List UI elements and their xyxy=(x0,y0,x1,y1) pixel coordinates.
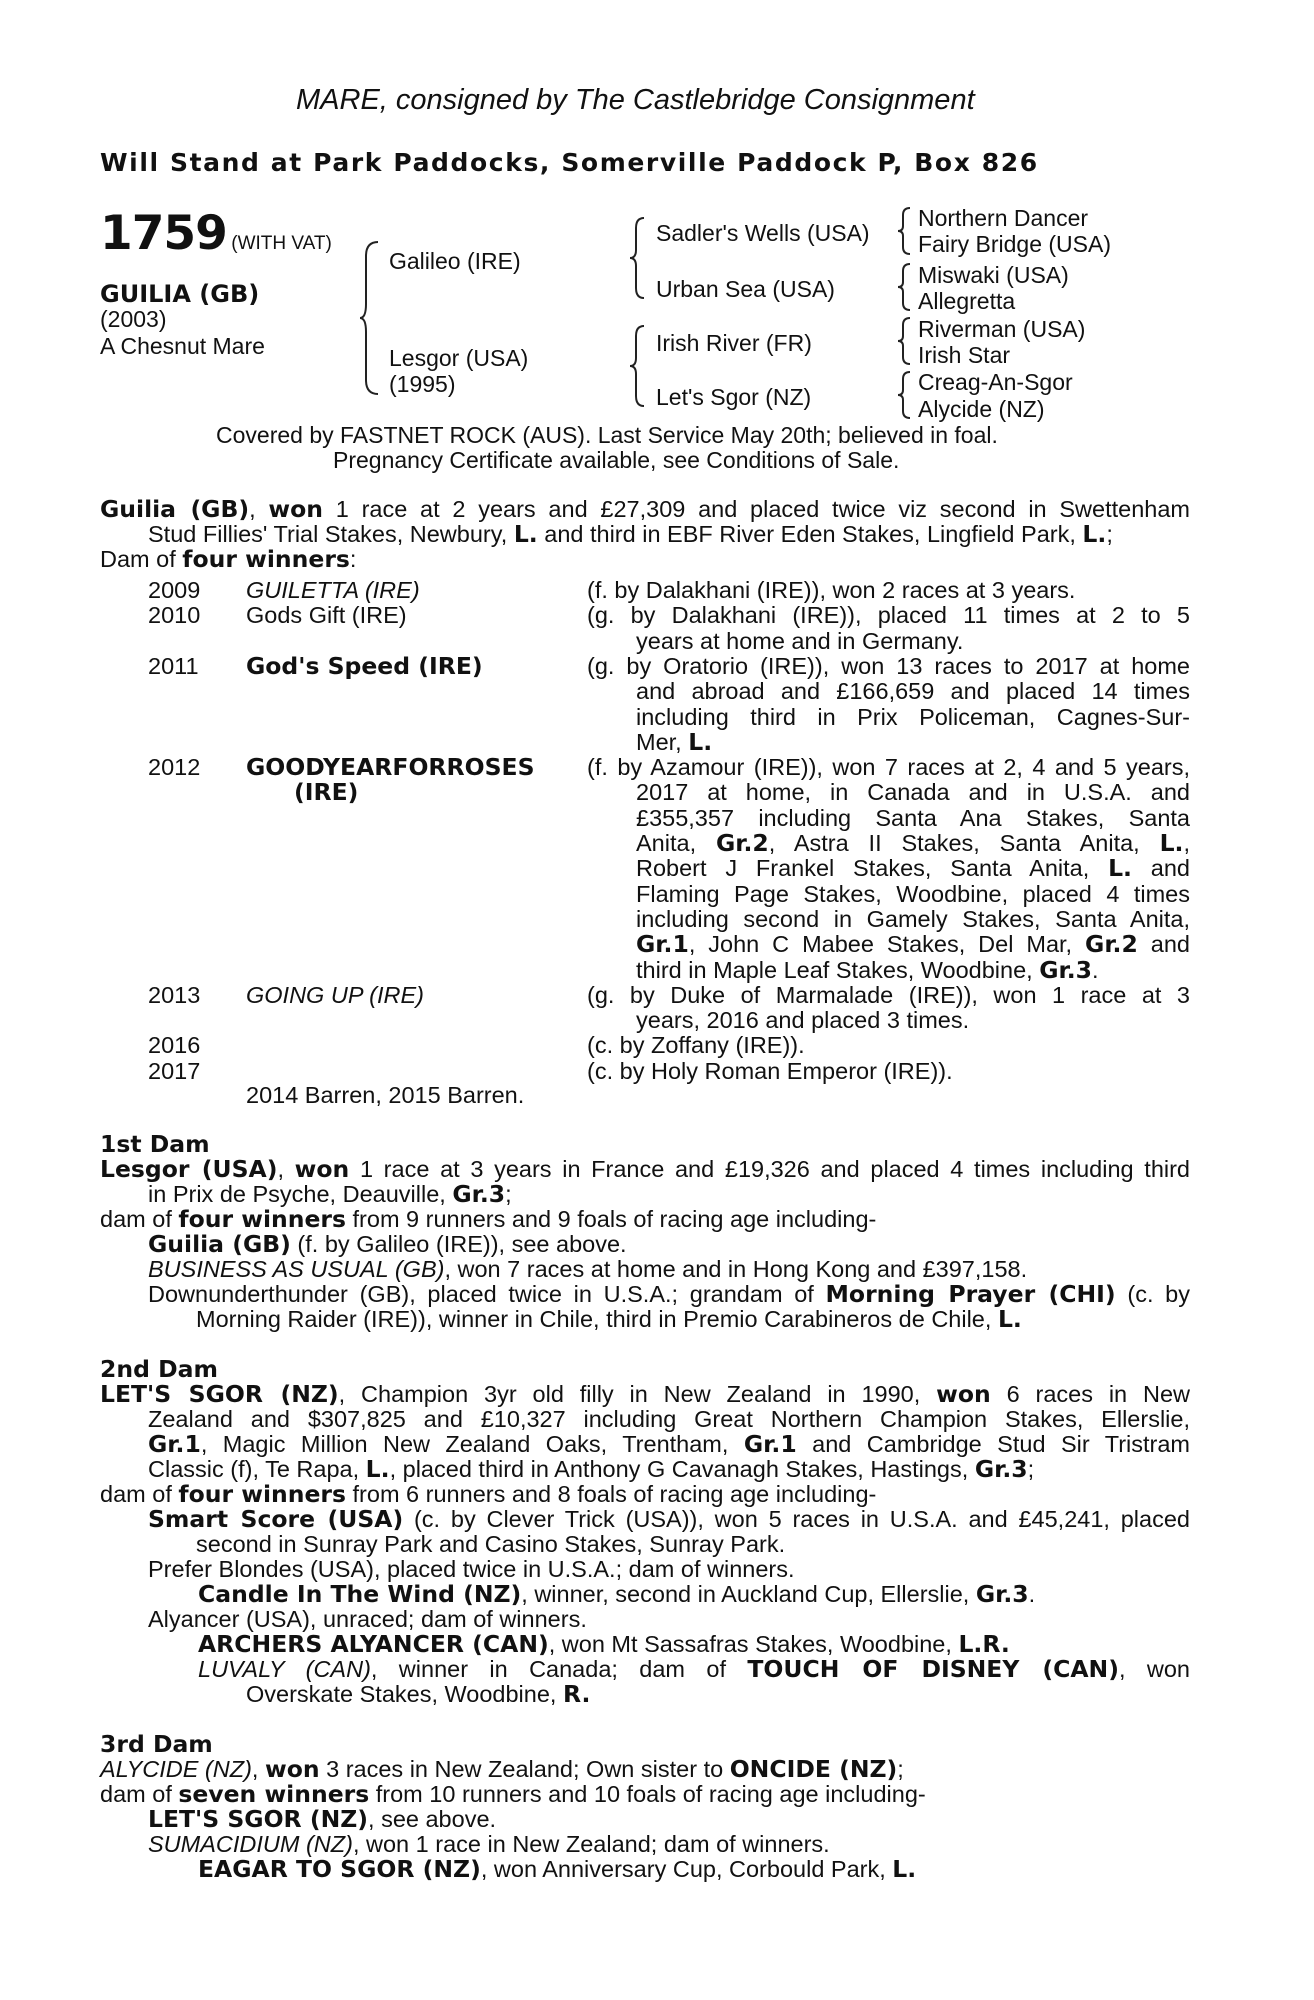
first-dam-line-3: dam of four winners from 9 runners and 9 foals of racing age including- xyxy=(100,1205,877,1233)
pedigree-dam: Lesgor (USA) xyxy=(389,345,529,371)
produce-detail-line: (f. by Azamour (IRE)), won 7 races at 2, 4 and 5 years, xyxy=(587,754,1190,781)
third-dam-produce-2: SUMACIDIUM (NZ), won 1 race in New Zealand; dam of winners. xyxy=(148,1831,830,1857)
produce-detail-line: including third in Prix Policeman, Cagnes-Sur- xyxy=(636,703,1190,730)
intro-line-3: Dam of four winners: xyxy=(100,545,357,573)
pedigree-dam-year: (1995) xyxy=(389,371,456,397)
first-dam-produce-2: BUSINESS AS USUAL (GB), won 7 races at home and in Hong Kong and £397,158. xyxy=(148,1256,1028,1282)
third-dam-line-2: dam of seven winners from 10 runners and 10 foals of racing age including- xyxy=(100,1780,926,1808)
intro-horse-name: Guilia (GB) xyxy=(100,495,250,523)
first-dam-heading: 1st Dam xyxy=(100,1130,210,1158)
produce-detail-line: including second in Gamely Stakes, Santa Anita, xyxy=(636,905,1190,932)
third-dam-line-1: ALYCIDE (NZ), won 3 races in New Zealand; Own sister to ONCIDE (NZ); xyxy=(100,1755,904,1783)
pedigree-ddd: Alycide (NZ) xyxy=(918,396,1045,422)
produce-detail-line: (c. by Zoffany (IRE)). xyxy=(587,1032,805,1059)
second-dam-produce-3c: Overskate Stakes, Woodbine, R. xyxy=(246,1680,591,1708)
pedigree-dds: Creag-An-Sgor xyxy=(918,369,1073,395)
consignor-title: MARE, consigned by The Castlebridge Consignment xyxy=(296,84,975,116)
intro-text-1: 1 race at 2 years and £27,309 and placed twice viz second in Swettenham xyxy=(323,496,1191,522)
produce-detail-line: Gr.1, John C Mabee Stakes, Del Mar, Gr.2 and xyxy=(636,930,1190,959)
produce-name: GUILETTA (IRE) xyxy=(246,577,420,603)
first-dam-line-2: in Prix de Psyche, Deauville, Gr.3; xyxy=(148,1180,512,1208)
intro-won: won xyxy=(268,495,324,523)
first-dam-produce-3b: Morning Raider (IRE)), winner in Chile, third in Premio Carabineros de Chile, L. xyxy=(196,1305,1022,1333)
pedigree-dsd: Irish Star xyxy=(918,342,1011,368)
first-dam-produce-3: Downunderthunder (GB), placed twice in U.S.A.; grandam of Morning Prayer (CHI) (c. by xyxy=(148,1280,1190,1308)
produce-name-cont: (IRE) xyxy=(294,778,359,807)
produce-name: Gods Gift (IRE) xyxy=(246,602,407,629)
lot-header xyxy=(100,206,332,261)
produce-year: 2013 xyxy=(148,981,201,1008)
produce-name: GOING UP (IRE) xyxy=(246,981,424,1008)
pedigree-sss: Northern Dancer xyxy=(918,205,1089,231)
pedigree-brace-3c xyxy=(896,316,914,366)
lot-number: 1759 xyxy=(100,206,227,261)
produce-detail-line: third in Maple Leaf Stakes, Woodbine, Gr.3. xyxy=(636,955,1099,984)
second-dam-line-1: LET'S SGOR (NZ), Champion 3yr old filly in New Zealand in 1990, won 6 races in New xyxy=(100,1380,1190,1408)
intro-line-2: Stud Fillies' Trial Stakes, Newbury, L. and third in EBF River Eden Stakes, Lingfield Park, L.; xyxy=(148,520,1113,548)
stand-location: Will Stand at Park Paddocks, Somerville Paddock P, Box 826 xyxy=(100,148,1039,177)
foaling-year: (2003) xyxy=(100,306,167,332)
produce-detail-line: (g. by Dalakhani (IRE)), placed 11 times at 2 to 5 xyxy=(587,602,1190,629)
pedigree-brace-3b xyxy=(896,262,914,312)
second-dam-produce-1: Smart Score (USA) (c. by Clever Trick (USA)), won 5 races in U.S.A. and £45,241, placed xyxy=(148,1505,1190,1533)
pedigree-dam-dam: Let's Sgor (NZ) xyxy=(656,384,812,410)
barren-years: 2014 Barren, 2015 Barren. xyxy=(246,1082,525,1108)
produce-detail-line: Anita, Gr.2, Astra II Stakes, Santa Anita, L., xyxy=(636,829,1190,857)
pedigree-sire-dam: Urban Sea (USA) xyxy=(656,276,835,302)
produce-detail-line: and abroad and £166,659 and placed 14 times xyxy=(636,678,1190,705)
second-dam-produce-2: Prefer Blondes (USA), placed twice in U.S.A.; dam of winners. xyxy=(148,1556,795,1582)
first-dam-line-1: Lesgor (USA), won 1 race at 3 years in France and £19,326 and placed 4 times including third xyxy=(100,1155,1191,1183)
produce-detail-line: Robert J Frankel Stakes, Santa Anita, L. and xyxy=(636,854,1190,883)
second-dam-produce-3: Alyancer (USA), unraced; dam of winners. xyxy=(148,1606,587,1632)
second-dam-line-3: Gr.1, Magic Million New Zealand Oaks, Trentham, Gr.1 and Cambridge Stud Sir Tristram xyxy=(148,1430,1190,1458)
second-dam-line-5: dam of four winners from 6 runners and 8 foals of racing age including- xyxy=(100,1480,877,1508)
third-dam-heading: 3rd Dam xyxy=(100,1730,213,1758)
pedigree-brace-2b xyxy=(628,324,648,408)
produce-year: 2010 xyxy=(148,602,201,629)
pedigree-brace-1 xyxy=(358,240,382,396)
produce-detail-line: (g. by Oratorio (IRE)), won 13 races to 2017 at home xyxy=(587,652,1190,679)
produce-detail-line: years, 2016 and placed 3 times. xyxy=(636,1007,970,1034)
pedigree-brace-3a xyxy=(896,206,914,256)
second-dam-produce-1b: second in Sunray Park and Casino Stakes, Sunray Park. xyxy=(196,1531,786,1557)
intro-line-1: Guilia (GB), won 1 race at 2 years and £27,309 and placed twice viz second in Swettenham xyxy=(100,495,1191,523)
produce-detail-line: (c. by Holy Roman Emperor (IRE)). xyxy=(587,1057,953,1084)
pedigree-sire-sire: Sadler's Wells (USA) xyxy=(656,220,870,246)
third-dam-produce-1: LET'S SGOR (NZ), see above. xyxy=(148,1805,497,1833)
pedigree-dss: Riverman (USA) xyxy=(918,316,1086,342)
produce-name: God's Speed (IRE) xyxy=(246,651,483,680)
first-dam-produce-1: Guilia (GB) (f. by Galileo (IRE)), see above. xyxy=(148,1230,627,1258)
second-dam-line-4: Classic (f), Te Rapa, L., placed third in Anthony G Cavanagh Stakes, Hastings, Gr.3; xyxy=(148,1455,1035,1483)
second-dam-line-2: Zealand and $307,825 and £10,327 including Great Northern Champion Stakes, Ellerslie, xyxy=(148,1406,1190,1432)
horse-name: GUILIA (GB) xyxy=(100,280,260,308)
second-dam-heading: 2nd Dam xyxy=(100,1355,218,1383)
pedigree-sdd: Allegretta xyxy=(918,288,1016,314)
second-dam-produce-2a: Candle In The Wind (NZ), winner, second in Auckland Cup, Ellerslie, Gr.3. xyxy=(198,1580,1036,1608)
produce-year: 2011 xyxy=(148,652,199,679)
pedigree-ssd: Fairy Bridge (USA) xyxy=(918,231,1111,257)
second-dam-produce-3b: LUVALY (CAN), winner in Canada; dam of TOUCH OF DISNEY (CAN), won xyxy=(198,1655,1190,1683)
second-dam-produce-3a: ARCHERS ALYANCER (CAN), won Mt Sassafras Stakes, Woodbine, L.R. xyxy=(198,1630,1010,1658)
third-dam-produce-2a: EAGAR TO SGOR (NZ), won Anniversary Cup, Corbould Park, L. xyxy=(198,1855,917,1883)
horse-description: A Chesnut Mare xyxy=(100,333,265,359)
produce-detail-line: 2017 at home, in Canada and in U.S.A. and xyxy=(636,779,1190,806)
pedigree-dam-sire: Irish River (FR) xyxy=(656,330,812,356)
produce-detail-line: Flaming Page Stakes, Woodbine, placed 4 times xyxy=(636,880,1190,907)
pedigree-sire: Galileo (IRE) xyxy=(389,248,521,274)
produce-detail-line: Mer, L. xyxy=(636,727,713,756)
produce-detail-line: (f. by Dalakhani (IRE)), won 2 races at 3 years. xyxy=(587,577,1076,603)
covered-line-1: Covered by FASTNET ROCK (AUS). Last Service May 20th; believed in foal. xyxy=(216,422,998,448)
produce-detail-line: years at home and in Germany. xyxy=(636,627,964,654)
pedigree-sds: Miswaki (USA) xyxy=(918,262,1069,288)
produce-year: 2016 xyxy=(148,1032,201,1059)
covered-line-2: Pregnancy Certificate available, see Conditions of Sale. xyxy=(333,447,900,473)
pedigree-brace-2a xyxy=(628,216,648,300)
vat-note: (WITH VAT) xyxy=(231,233,332,254)
produce-year: 2009 xyxy=(148,577,201,603)
produce-detail-line: (g. by Duke of Marmalade (IRE)), won 1 race at 3 xyxy=(587,981,1190,1008)
produce-year: 2017 xyxy=(148,1057,201,1084)
produce-detail-line: £355,357 including Santa Ana Stakes, Santa xyxy=(636,804,1190,831)
pedigree-brace-3d xyxy=(896,370,914,420)
produce-name: GOODYEARFORROSES xyxy=(246,753,535,782)
produce-year: 2012 xyxy=(148,754,201,781)
